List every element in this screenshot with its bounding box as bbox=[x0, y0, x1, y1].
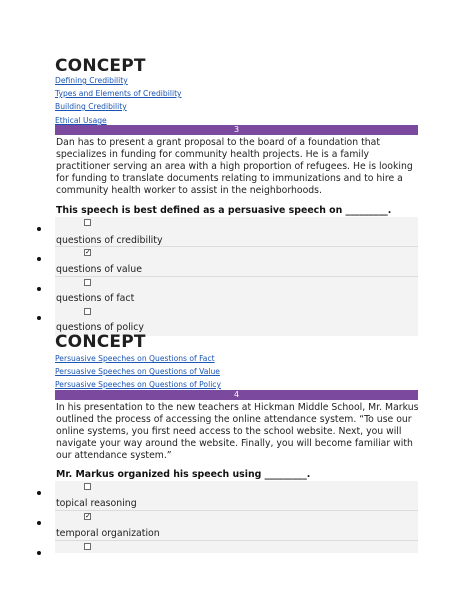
link-questions-of-value[interactable]: Persuasive Speeches on Questions of Value bbox=[55, 367, 220, 376]
checkbox-empty-icon[interactable] bbox=[84, 308, 91, 315]
option-label: questions of fact bbox=[56, 293, 135, 304]
option-label: topical reasoning bbox=[56, 498, 137, 509]
concept-heading: CONCEPT bbox=[55, 56, 146, 76]
option-label: questions of policy bbox=[56, 322, 144, 333]
checkbox-empty-icon[interactable] bbox=[84, 543, 91, 550]
link-ethical-usage[interactable]: Ethical Usage bbox=[55, 116, 107, 125]
concept-heading: CONCEPT bbox=[55, 332, 146, 352]
bullet-icon bbox=[37, 287, 41, 291]
link-questions-of-policy[interactable]: Persuasive Speeches on Questions of Policy bbox=[55, 380, 221, 389]
question-prompt: This speech is best defined as a persuasive speech on _________. bbox=[56, 205, 392, 216]
bullet-icon bbox=[37, 551, 41, 555]
checkbox-checked-icon[interactable]: ✓ bbox=[85, 512, 91, 520]
link-building-credibility[interactable]: Building Credibility bbox=[55, 102, 127, 111]
bullet-icon bbox=[37, 227, 41, 231]
bullet-icon bbox=[37, 521, 41, 525]
question-text: In his presentation to the new teachers at Hickman Middle School, Mr. Markus outlined the process of accessing the online attendance system. “To use our online systems, you first need access to the school website. Next, you will navigate your way around the website. Finally, you will become familiar with our attendance system.” bbox=[56, 402, 419, 462]
checkbox-empty-icon[interactable] bbox=[84, 279, 91, 286]
link-types-elements-credibility[interactable]: Types and Elements of Credibility bbox=[55, 89, 182, 98]
question-number-bar: 3 bbox=[55, 125, 418, 135]
link-defining-credibility[interactable]: Defining Credibility bbox=[55, 76, 128, 85]
question-number-bar: 4 bbox=[55, 390, 418, 400]
bullet-icon bbox=[37, 316, 41, 320]
bullet-icon bbox=[37, 491, 41, 495]
bullet-icon bbox=[37, 257, 41, 261]
option-label: temporal organization bbox=[56, 528, 160, 539]
option-label: questions of credibility bbox=[56, 235, 163, 246]
checkbox-empty-icon[interactable] bbox=[84, 219, 91, 226]
link-questions-of-fact[interactable]: Persuasive Speeches on Questions of Fact bbox=[55, 354, 215, 363]
question-prompt: Mr. Markus organized his speech using _________. bbox=[56, 469, 311, 480]
option-row-background bbox=[55, 541, 418, 553]
option-label: questions of value bbox=[56, 264, 142, 275]
question-text: Dan has to present a grant proposal to the board of a foundation that specializes in funding for community health projects. He is a family practitioner serving an area with a high proportion of refugees. He is looking for funding to translate documents relating to immunizations and to hire a community health worker to assist in the neighborhoods. bbox=[56, 137, 413, 197]
checkbox-empty-icon[interactable] bbox=[84, 483, 91, 490]
checkbox-checked-icon[interactable]: ✓ bbox=[85, 248, 91, 256]
